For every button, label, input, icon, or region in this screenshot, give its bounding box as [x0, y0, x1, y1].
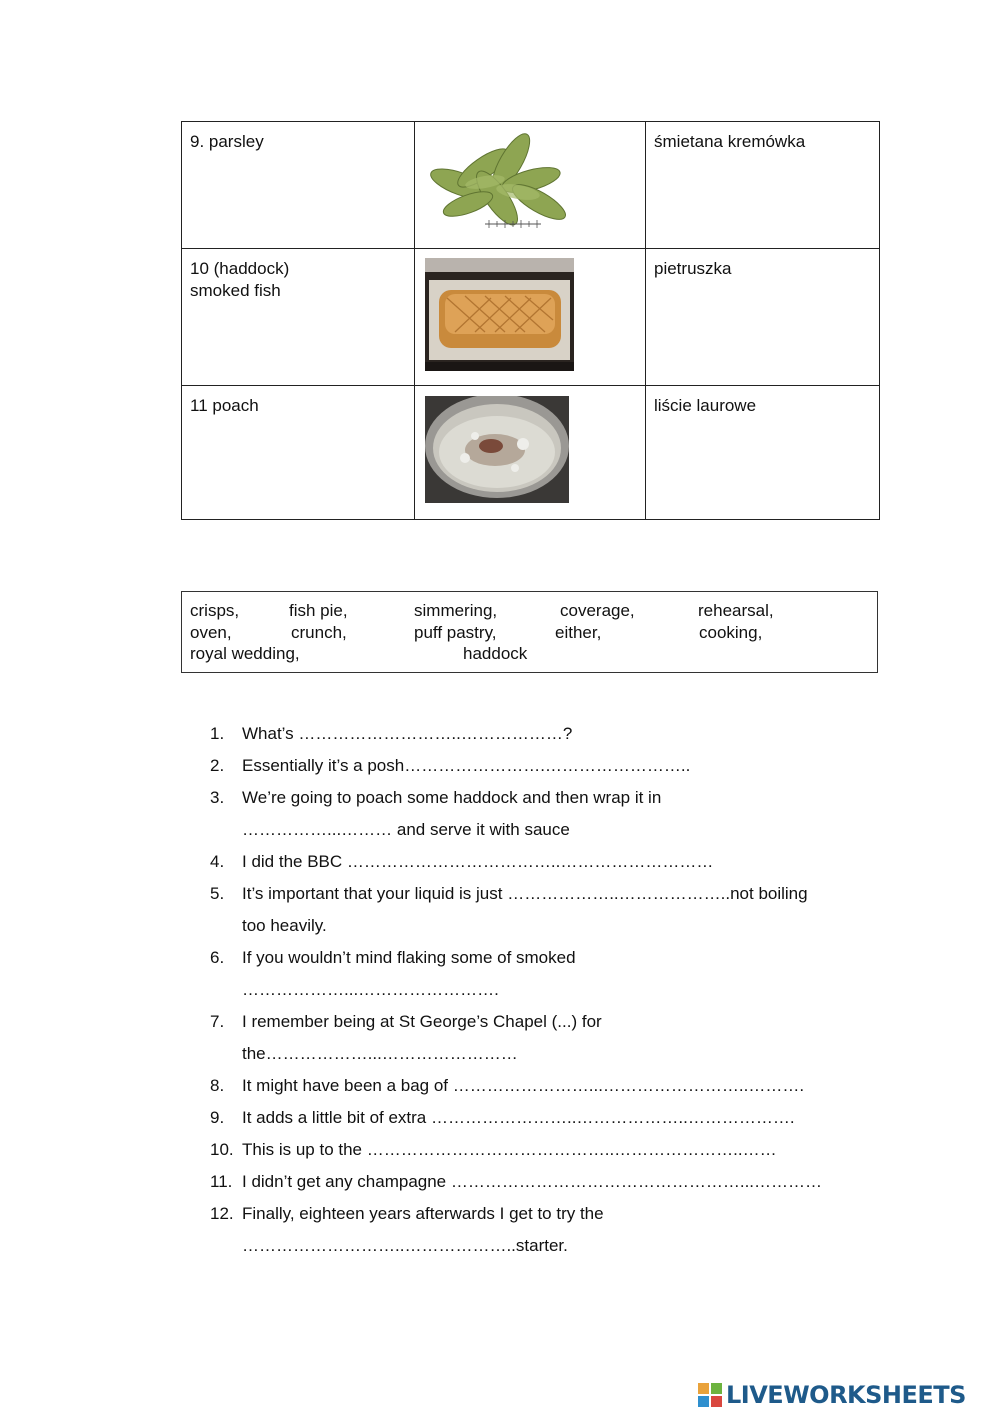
- image-cell: [415, 122, 646, 249]
- question-text: Essentially it’s a posh…………………….……………………..: [242, 756, 691, 775]
- question-text-continued: ……………...……… and serve it with sauce: [242, 820, 570, 839]
- question-text-continued: too heavily.: [242, 916, 327, 935]
- question-number: 2.: [210, 756, 225, 775]
- term-text: 10 (haddock): [190, 259, 290, 278]
- word-bank-item: simmering,: [414, 601, 498, 620]
- image-cell: [415, 249, 646, 386]
- word-bank-item: either,: [555, 623, 602, 642]
- question-text-continued: ………………...…………………….: [242, 980, 499, 999]
- poaching-pot-image: [425, 396, 569, 503]
- list-item: [210, 942, 890, 1006]
- word-bank-item: puff pastry,: [414, 623, 497, 642]
- list-item: [210, 1070, 890, 1102]
- list-item: [210, 750, 890, 782]
- table-row: [182, 386, 880, 520]
- question-text: It’s important that your liquid is just ………………..………………..not boiling: [242, 884, 808, 903]
- question-number: 4.: [210, 852, 225, 871]
- question-text: Finally, eighteen years afterwards I get to try the: [242, 1204, 604, 1223]
- question-number: 11.: [210, 1172, 233, 1191]
- word-bank-item: fish pie,: [289, 601, 348, 620]
- term-cell: [182, 386, 415, 520]
- term-text: 11 poach: [190, 396, 259, 415]
- translation-text: liście laurowe: [654, 396, 757, 415]
- word-bank-item: cooking,: [699, 623, 763, 642]
- table-row: [182, 122, 880, 249]
- translation-text: pietruszka: [654, 259, 732, 278]
- term-cell: [182, 249, 415, 386]
- word-bank-item: coverage,: [560, 601, 635, 620]
- word-bank: [181, 591, 878, 673]
- question-text-continued: ………………………..………………..starter.: [242, 1236, 568, 1255]
- list-item: [210, 1166, 890, 1198]
- term-text: 9. parsley: [190, 132, 264, 151]
- word-bank-item: royal wedding,: [190, 644, 300, 663]
- question-number: 10.: [210, 1140, 234, 1159]
- question-text: I did the BBC ………………………………..………………………: [242, 852, 714, 871]
- translation-text: śmietana kremówka: [654, 132, 806, 151]
- question-text-continued: the………………...……………………: [242, 1044, 518, 1063]
- list-item: [210, 782, 890, 846]
- bay-leaves-image: [423, 132, 573, 234]
- question-number: 3.: [210, 788, 225, 807]
- table-row: [182, 249, 880, 386]
- liveworksheets-logo[interactable]: [698, 1381, 966, 1409]
- list-item: [210, 878, 890, 942]
- fish-pie-image: [425, 258, 574, 371]
- translation-cell: [646, 122, 880, 249]
- question-text: It might have been a bag of ……………………...……………………..……….: [242, 1076, 805, 1095]
- question-text: What’s ………………………..………………?: [242, 724, 573, 743]
- matching-table: [181, 121, 880, 520]
- question-text: I remember being at St George’s Chapel (...) for: [242, 1012, 602, 1031]
- question-text: It adds a little bit of extra ……………………..………………..……………….: [242, 1108, 795, 1127]
- question-number: 6.: [210, 948, 225, 967]
- word-bank-item: oven,: [190, 623, 232, 642]
- question-number: 8.: [210, 1076, 225, 1095]
- question-number: 5.: [210, 884, 225, 903]
- logo-text: LIVEWORKSHEETS: [726, 1381, 966, 1409]
- question-number: 12.: [210, 1204, 234, 1223]
- question-text: This is up to the ……………………………………..…………………..……: [242, 1140, 777, 1159]
- question-list: [210, 718, 890, 1262]
- list-item: [210, 846, 890, 878]
- image-cell: [415, 386, 646, 520]
- question-number: 7.: [210, 1012, 225, 1031]
- translation-cell: [646, 386, 880, 520]
- translation-cell: [646, 249, 880, 386]
- logo-icon: [698, 1383, 722, 1407]
- term-cell: [182, 122, 415, 249]
- list-item: [210, 1134, 890, 1166]
- question-text: We’re going to poach some haddock and then wrap it in: [242, 788, 662, 807]
- question-text: I didn’t get any champagne ……………………………………………...…………: [242, 1172, 823, 1191]
- list-item: [210, 718, 890, 750]
- word-bank-item: crunch,: [291, 623, 347, 642]
- list-item: [210, 1102, 890, 1134]
- term-text: smoked fish: [190, 281, 281, 300]
- list-item: [210, 1006, 890, 1070]
- question-text: If you wouldn’t mind flaking some of smoked: [242, 948, 576, 967]
- list-item: [210, 1198, 890, 1262]
- word-bank-item: haddock: [463, 644, 528, 663]
- question-number: 9.: [210, 1108, 225, 1127]
- word-bank-item: crisps,: [190, 601, 240, 620]
- word-bank-item: rehearsal,: [698, 601, 774, 620]
- question-number: 1.: [210, 724, 225, 743]
